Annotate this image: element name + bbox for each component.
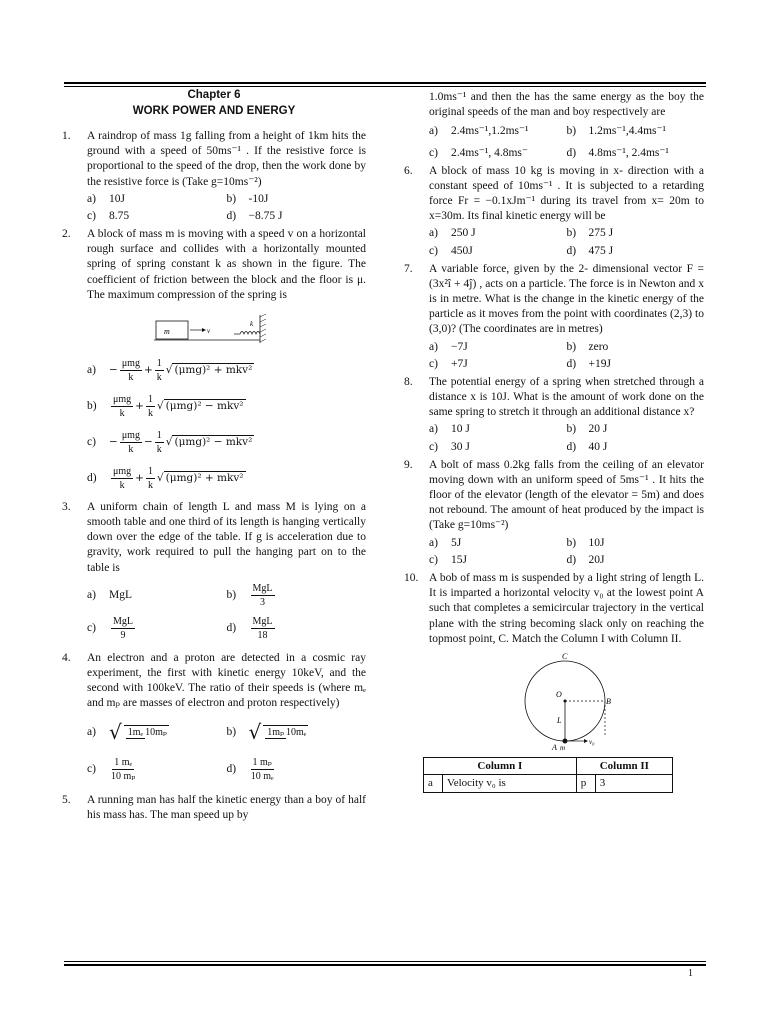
length-label: L (557, 715, 562, 725)
option-letter: a) (429, 340, 438, 353)
option-text: 30 J (451, 440, 470, 453)
option[interactable] (87, 615, 227, 642)
numerator: μmg (111, 465, 133, 479)
fraction (120, 357, 142, 384)
mass-label: m (560, 743, 566, 751)
option-text: 20J (588, 553, 605, 566)
option-text: 40 J (588, 440, 608, 453)
option-letter: c) (429, 146, 438, 159)
option-letter: c) (429, 244, 438, 257)
fraction (146, 393, 155, 420)
option-letter: a) (429, 423, 438, 436)
sign: − (109, 363, 118, 376)
option-letter: a) (87, 588, 96, 601)
option-letter: c) (87, 622, 96, 635)
option-letter: d) (566, 440, 577, 453)
option-letter: b) (226, 725, 237, 738)
options-q1 (87, 192, 366, 224)
spacer (404, 90, 429, 120)
option[interactable] (567, 124, 705, 139)
numerator: 1 mₚ (251, 756, 274, 770)
option[interactable] (567, 244, 705, 259)
point-o-label: O (556, 689, 562, 699)
option[interactable] (87, 209, 227, 224)
question-9 (404, 458, 704, 534)
option[interactable] (429, 422, 567, 437)
right-column (404, 90, 704, 793)
option[interactable] (429, 357, 567, 372)
top-rule-thin (64, 86, 706, 87)
options-q3 (87, 582, 366, 643)
chapter-number: Chapter 6 (187, 89, 241, 101)
option[interactable] (87, 192, 227, 207)
question-text: An electron and a proton are detected in a cosmic ray experiment, the first with kinetic energy 10keV, and the second with 100keV. The ratio of their speeds is (where mₑ and mₚ are masses of electron and proton respectively) (87, 651, 366, 710)
page-number: 1 (688, 968, 693, 979)
denominator: 10 mₚ (111, 770, 136, 782)
option-text: 275 J (588, 227, 614, 240)
denominator: k (128, 444, 134, 456)
question-6 (404, 164, 704, 225)
sign: − (109, 435, 118, 448)
numerator: 1mₑ (127, 727, 144, 739)
column-2-header: Column II (576, 757, 672, 775)
match-table (423, 757, 673, 793)
option[interactable] (567, 553, 705, 568)
question-3 (62, 500, 366, 576)
question-4 (62, 651, 366, 712)
option-letter: a) (87, 192, 96, 205)
question-number: 2. (62, 228, 71, 241)
option-letter: d) (566, 357, 577, 370)
option[interactable] (227, 615, 367, 642)
option[interactable] (567, 340, 705, 355)
option-text: MgL (109, 588, 132, 601)
numerator: 1 (146, 393, 155, 407)
option-text: 4.8ms⁻¹, 2.4ms⁻¹ (588, 146, 669, 159)
question-number: 8. (404, 375, 413, 388)
radicand: (μmg)² + mkv² (165, 472, 244, 485)
denominator: k (156, 444, 162, 456)
option-text: +19J (588, 357, 611, 370)
denominator: k (119, 480, 125, 492)
option-letter: b) (226, 192, 237, 205)
table-cell: 3 (595, 775, 672, 793)
option-letter: b) (566, 227, 577, 240)
fraction (111, 465, 133, 492)
numerator: μmg (120, 357, 142, 371)
option[interactable] (227, 582, 367, 609)
option-text: 15J (451, 553, 467, 566)
vertical-circle-figure (520, 651, 630, 751)
table-cell: a (424, 775, 443, 793)
option-letter: b) (226, 588, 237, 601)
option-text: −8.75 J (248, 209, 283, 222)
denominator: k (128, 372, 134, 384)
denominator: k (119, 408, 125, 420)
option-letter: a) (87, 364, 96, 377)
option[interactable] (227, 756, 367, 783)
option-text: 10J (588, 536, 605, 549)
option[interactable] (567, 226, 705, 241)
option[interactable]: c) − $\frac{\text{μmg}}{k}$ − $\frac{1}{k}$ √ (μmg)² − mkv² (87, 430, 253, 456)
question-number: 7. (404, 262, 413, 275)
option-letter: c) (87, 762, 96, 775)
mass-label: m (164, 326, 170, 336)
question-7 (404, 262, 704, 338)
question-number: 1. (62, 130, 71, 143)
option-text: 2.4ms⁻¹, 4.8ms⁻ (451, 146, 528, 159)
option[interactable] (87, 756, 227, 783)
option-letter: a) (429, 227, 438, 240)
question-text: A uniform chain of length L and mass M is lying on a smooth table and one third of its length is hanging vertically down over the edge of the table. If g is acceleration due to gravity, work required to pull the hanging part on to the table is (87, 500, 366, 574)
question-8 (404, 375, 704, 421)
options-q2 (87, 353, 366, 497)
option-text: 475 J (588, 244, 614, 257)
option-letter: b) (566, 423, 577, 436)
numerator: 1 (155, 357, 164, 371)
option-letter: c) (429, 440, 438, 453)
option-text: -10J (248, 192, 269, 205)
options-q4 (87, 719, 366, 783)
fraction (251, 756, 274, 783)
option-text: 250 J (451, 227, 476, 240)
option-text: 1.2ms⁻¹,4.4ms⁻¹ (588, 125, 667, 138)
denominator: k (156, 372, 162, 384)
radicand: (μmg)² − mkv² (174, 436, 253, 449)
denominator: 10 mₑ (250, 770, 274, 782)
option-text: −7J (451, 340, 468, 353)
numerator: 1mₚ (267, 727, 285, 739)
point-b-label: B (606, 696, 611, 706)
numerator: 1 (146, 465, 155, 479)
options-q7 (429, 340, 704, 372)
option[interactable]: d) $\frac{\text{μmg}}{k}$ + $\frac{1}{k}$ √ (μmg)² + mkv² (87, 466, 244, 492)
fraction (263, 725, 308, 739)
option[interactable] (567, 146, 705, 161)
question-text: A bob of mass m is suspended by a light string of length L. It is imparted a horizontal velocity v₀ at the lowest point A such that completes a semicircular trajectory in the vertical plane with the string becoming slack only on reaching the topmost point, C. Match the Column I with Column II. (429, 571, 704, 645)
question-number: 3. (62, 500, 71, 513)
question-number: 4. (62, 651, 71, 664)
left-column (62, 88, 366, 823)
option-text: +7J (451, 357, 468, 370)
option-letter: c) (87, 436, 96, 449)
options-q9 (429, 536, 704, 568)
numerator: 1 (155, 429, 164, 443)
option-letter: d) (566, 244, 577, 257)
numerator: 1 mₑ (112, 756, 134, 770)
question-10 (404, 571, 704, 647)
bottom-rule-thin (64, 961, 706, 962)
denominator: 18 (257, 630, 268, 642)
option-letter: c) (87, 209, 96, 222)
option[interactable] (567, 422, 705, 437)
option[interactable] (227, 192, 367, 207)
option-letter: a) (87, 725, 96, 738)
question-text: A bolt of mass 0.2kg falls from the ceiling of an elevator moving down with an uniform speed of 5ms⁻¹ . It hits the floor of the elevator (length of the elevator = 5m) and does not rebound. The amount of heat produced by the impact is (Take g=10ms⁻²) (429, 458, 704, 532)
option-text: 450J (451, 244, 473, 257)
option-letter: c) (429, 553, 438, 566)
option[interactable] (429, 536, 567, 551)
numerator: MgL (251, 582, 275, 596)
question-5 (62, 793, 366, 823)
fraction (124, 725, 169, 739)
fraction (146, 465, 155, 492)
numerator: MgL (251, 615, 275, 629)
point-c-label: C (562, 651, 568, 661)
radicand: (μmg)² − mkv² (165, 400, 244, 413)
option-text: 2.4ms⁻¹,1.2ms⁻¹ (451, 125, 529, 138)
table-cell: Velocity v₀ is (443, 775, 577, 793)
fraction (251, 582, 275, 609)
question-text: A block of mass m is moving with a speed v on a horizontal rough surface and collides with a horizontally mounted spring of spring constant k as shown in the figure. The coefficient of friction between the block and the floor is μ. The maximum compression of the spring is (87, 228, 366, 301)
question-text: 1.0ms⁻¹ and then the has the same energy as the boy the original speeds of the man and boy respectively are (429, 91, 704, 119)
option[interactable] (429, 244, 567, 259)
top-rule-thick (64, 82, 706, 84)
v0-label: v₀ (589, 737, 595, 746)
question-1 (62, 129, 366, 190)
fraction (155, 357, 164, 384)
fraction (155, 429, 164, 456)
table-row (424, 775, 673, 793)
option-letter: d) (566, 553, 577, 566)
numerator: μmg (111, 393, 133, 407)
point-a-label: A (552, 742, 557, 751)
question-2 (62, 227, 366, 303)
option-letter: c) (429, 357, 438, 370)
option[interactable]: a) − $\frac{\text{μmg}}{k}$ + $\frac{1}{k}$ √ (μmg)² + mkv² (87, 358, 253, 384)
options-q6 (429, 226, 704, 258)
question-number: 6. (404, 164, 413, 177)
table-cell: p (576, 775, 595, 793)
option-letter: a) (429, 536, 438, 549)
option-text: 10 J (451, 423, 470, 436)
denominator: 3 (260, 596, 265, 608)
option[interactable]: b) √ 1mₚ 10mₑ (226, 720, 307, 745)
option-letter: a) (429, 125, 438, 138)
denominator: 10mₑ (286, 727, 307, 739)
question-text: A block of mass 10 kg is moving in x- direction with a constant speed of 10ms⁻¹ . It is subjected to a retarding force Fr = −0.1xJm⁻¹ during its travel from x= 20m to x=30m. Its final kinetic energy will be (429, 164, 704, 223)
numerator: μmg (120, 429, 142, 443)
option-text: 20 J (588, 423, 608, 436)
option[interactable] (567, 536, 705, 551)
option-text: 8.75 (109, 209, 130, 222)
option[interactable] (227, 209, 367, 224)
option-letter: b) (566, 340, 577, 353)
option-letter: d) (226, 209, 237, 222)
fraction (251, 615, 275, 642)
option[interactable] (87, 582, 227, 609)
option-text: 5J (451, 536, 462, 549)
option[interactable]: a) √ 1mₑ 10mₚ (87, 720, 167, 745)
block-spring-figure (154, 313, 284, 349)
column-1-header: Column I (424, 757, 577, 775)
option[interactable] (429, 226, 567, 241)
denominator: k (147, 480, 153, 492)
question-5-continued (404, 90, 704, 120)
denominator: 9 (120, 630, 126, 642)
question-text: The potential energy of a spring when stretched through a distance x is 10J. What is the amount of work done on the same spring to stretch it through an additional distance x? (429, 375, 704, 419)
fraction (120, 429, 142, 456)
options-q5 (429, 124, 704, 160)
option[interactable] (567, 357, 705, 372)
option-letter: d) (226, 762, 237, 775)
question-text: A running man has half the kinetic energy than a boy of half his mass has. The man speed up by (87, 793, 366, 822)
bottom-rule-thick (64, 964, 706, 966)
radicand: (μmg)² + mkv² (174, 364, 253, 377)
question-text: A variable force, given by the 2- dimensional vector F = (3x²î + 4ĵ) , acts on a particle. The force is in Newton and x is in metre. What is the change in the kinetic energy of the particle as it moves from the point with coordinates (2,3) to (3,0)? (The coordinates are in metres) (429, 262, 704, 336)
option[interactable] (429, 146, 567, 161)
chapter-title: WORK POWER AND ENERGY (132, 104, 296, 117)
option-letter: b) (566, 125, 577, 138)
option-letter: d) (226, 622, 237, 635)
fraction (111, 756, 135, 783)
fraction (111, 615, 135, 642)
option[interactable] (429, 124, 567, 139)
option[interactable] (429, 440, 567, 455)
numerator: MgL (111, 615, 135, 629)
option-text: 10J (109, 192, 125, 205)
question-number: 9. (404, 458, 413, 471)
options-q8 (429, 422, 704, 454)
option[interactable]: b) $\frac{\text{μmg}}{k}$ + $\frac{1}{k}$ √ (μmg)² − mkv² (87, 394, 244, 420)
fraction (111, 393, 133, 420)
velocity-label: v (207, 326, 211, 335)
option[interactable] (429, 553, 567, 568)
option-text: zero (588, 340, 609, 353)
denominator: k (147, 408, 153, 420)
option-letter: b) (566, 536, 577, 549)
option[interactable] (429, 340, 567, 355)
question-number: 10. (404, 571, 419, 584)
option-letter: d) (566, 146, 577, 159)
denominator: 10mₚ (145, 727, 167, 739)
question-number: 5. (62, 793, 71, 806)
question-text: A raindrop of mass 1g falling from a height of 1km hits the ground with a speed of 50ms⁻¹ . If the resistive force is proportional to the speed of the drop, then the work done by the resistive force is (Take g=10ms⁻²) (87, 130, 366, 188)
option-letter: d) (87, 472, 97, 485)
spring-constant-label: k (250, 319, 254, 328)
option-letter: b) (87, 400, 97, 413)
option[interactable] (567, 440, 705, 455)
